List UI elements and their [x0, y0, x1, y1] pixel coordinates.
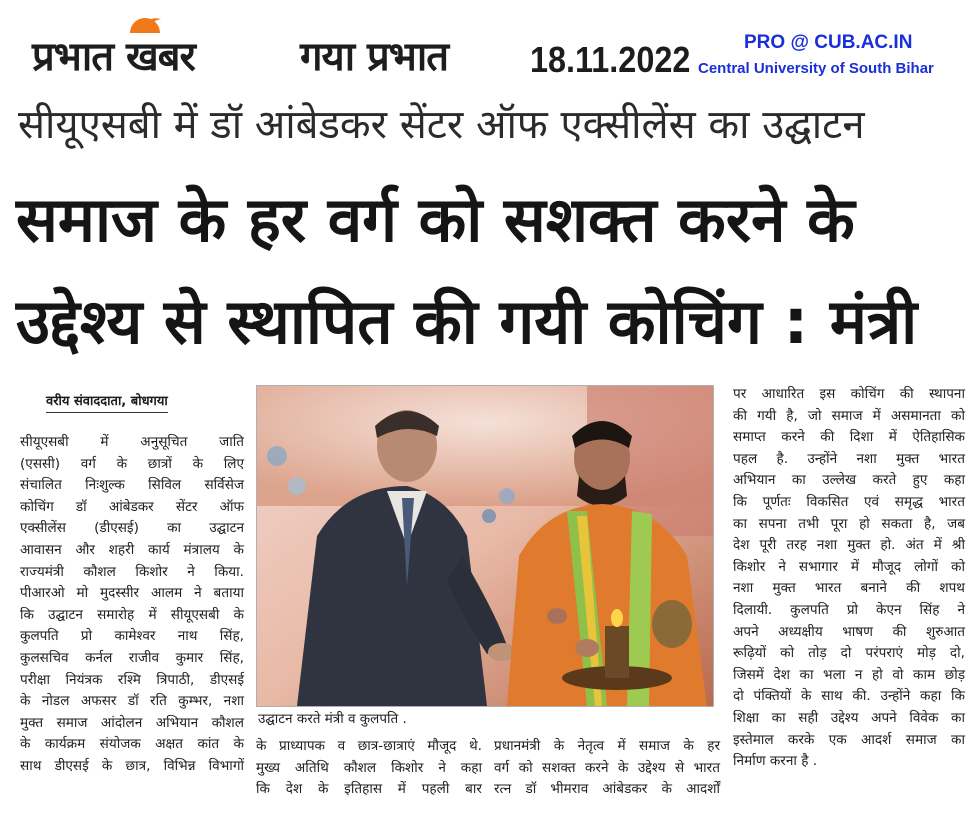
- issue-date: 18.11.2022: [530, 39, 691, 80]
- text-line: इस्तेमाल करके एक आदर्श समाज का: [733, 731, 965, 748]
- text-line: एक्सीलेंस (डीएसई) का उद्घाटन: [20, 520, 244, 537]
- text-line: कि उद्घाटन समारोह में सीयूएसबी के: [20, 606, 244, 623]
- text-line: राज्यमंत्री कौशल किशोर ने किया.: [20, 563, 244, 580]
- pro-email: PRO @ CUB.AC.IN: [744, 32, 913, 53]
- edition-name: गया प्रभात: [300, 34, 449, 80]
- text-line: कुलपति प्रो कामेश्वर नाथ सिंह,: [20, 628, 244, 645]
- text-line: मुक्त समाज आंदोलन अभियान कौशल: [20, 714, 244, 731]
- text-line: साथ डीएसई के छात्र, विभिन्न विभागों: [20, 757, 244, 774]
- text-line: निर्माण करना है .: [733, 753, 818, 770]
- masthead: [0, 0, 972, 92]
- text-line: दिलायी. कुलपति प्रो केएन सिंह ने: [733, 601, 965, 618]
- article-column-bottom-2: [494, 736, 720, 801]
- headline-line-1: समाज के हर वर्ग को सशक्त करने के: [16, 183, 855, 256]
- text-line: आवासन और शहरी कार्य मंत्रालय के: [20, 541, 244, 558]
- text-line: किशोर ने सभागार में मौजूद लोगों को: [733, 558, 965, 575]
- text-line: (एससी) वर्ग के छात्रों के लिए: [20, 455, 244, 472]
- text-line: सीयूएसबी में अनुसूचित जाति: [20, 434, 244, 450]
- text-line: वर्ग को सशक्त करने के उद्देश्य से भारत: [494, 759, 720, 776]
- text-line: कोचिंग डॉ आंबेडकर सेंटर ऑफ: [20, 498, 244, 515]
- text-line: समाप्त करने की दिशा में ऐतिहासिक: [733, 429, 965, 446]
- photo-caption: उद्घाटन करते मंत्री व कुलपति .: [258, 711, 407, 727]
- text-line: पहल है. उन्होंने नशा मुक्त भारत: [733, 450, 965, 467]
- text-line: मुख्य अतिथि कौशल किशोर ने कहा: [256, 759, 482, 776]
- text-line: दो पंक्तियों के साथ की. उन्होंने कहा कि: [733, 688, 965, 705]
- text-line: के नोडल अफसर डॉ रति कुम्भर, नशा: [20, 693, 244, 710]
- text-line: परीक्षा नियंत्रक रश्मि त्रिपाठी, डीएसई: [20, 671, 244, 688]
- university-name: Central University of South Bihar: [698, 60, 934, 77]
- text-line: जिसमें देश का भला न हो वो काम छोड़: [733, 666, 965, 683]
- text-line: देश पूरी तरह नशा मुक्त हो. अंत में श्री: [733, 537, 965, 554]
- text-line: की गयी है, जो समाज में असमानता को: [733, 407, 965, 424]
- text-line: के प्राध्यापक व छात्र-छात्राएं मौजूद थे.: [256, 738, 482, 754]
- text-line: प्रधानमंत्री के नेतृत्व में समाज के हर: [494, 738, 720, 754]
- event-photo: [256, 385, 714, 707]
- event-photo-illustration: [257, 386, 713, 706]
- text-line: रूढ़ियों को तोड़ दो परंपराएं मोड़ दो,: [733, 645, 965, 662]
- headline-line-2: उद्देश्य से स्थापित की गयी कोचिंग : मंत्री: [16, 285, 918, 358]
- text-line: पर आधारित इस कोचिंग की स्थापना: [733, 386, 965, 402]
- text-line: कि पूर्णतः विकसित एवं समृद्ध भारत: [733, 493, 965, 510]
- byline: वरीय संवाददाता, बोधगया: [46, 393, 168, 413]
- text-line: रत्न डॉ भीमराव आंबेडकर के आदर्शों: [494, 781, 720, 798]
- text-line: का सपना तभी पूरा हो सकता है, जब: [733, 515, 965, 532]
- text-line: नशा मुक्त भारत बनाने की शपथ: [733, 580, 965, 597]
- text-line: अभियान का उल्लेख करते हुए कहा: [733, 472, 965, 489]
- sub-headline: सीयूएसबी में डॉ आंबेडकर सेंटर ऑफ एक्सीलेंस का उद्घाटन: [18, 102, 865, 148]
- rising-sun-icon: [128, 14, 162, 34]
- text-line: के कार्यक्रम संयोजक अक्षत कांत के: [20, 736, 244, 753]
- text-line: कुलसचिव कर्नल राजीव कुमार सिंह,: [20, 649, 244, 666]
- text-line: कि देश के इतिहास में पहली बार: [256, 781, 482, 798]
- text-line: शिक्षा का सही उद्देश्य अपने विवेक का: [733, 709, 965, 726]
- text-line: अपने अध्यक्षीय भाषण की शुरुआत: [733, 623, 965, 640]
- article-column-right: [733, 384, 965, 773]
- article-column-left: [20, 432, 244, 778]
- text-line: संचालित निःशुल्क सिविल सर्विसेज: [20, 477, 244, 494]
- article-column-bottom-1: [256, 736, 482, 801]
- text-line: पीआरओ मो मुदस्सीर आलम ने बताया: [20, 585, 244, 602]
- newspaper-brand: प्रभात खबर: [32, 34, 195, 80]
